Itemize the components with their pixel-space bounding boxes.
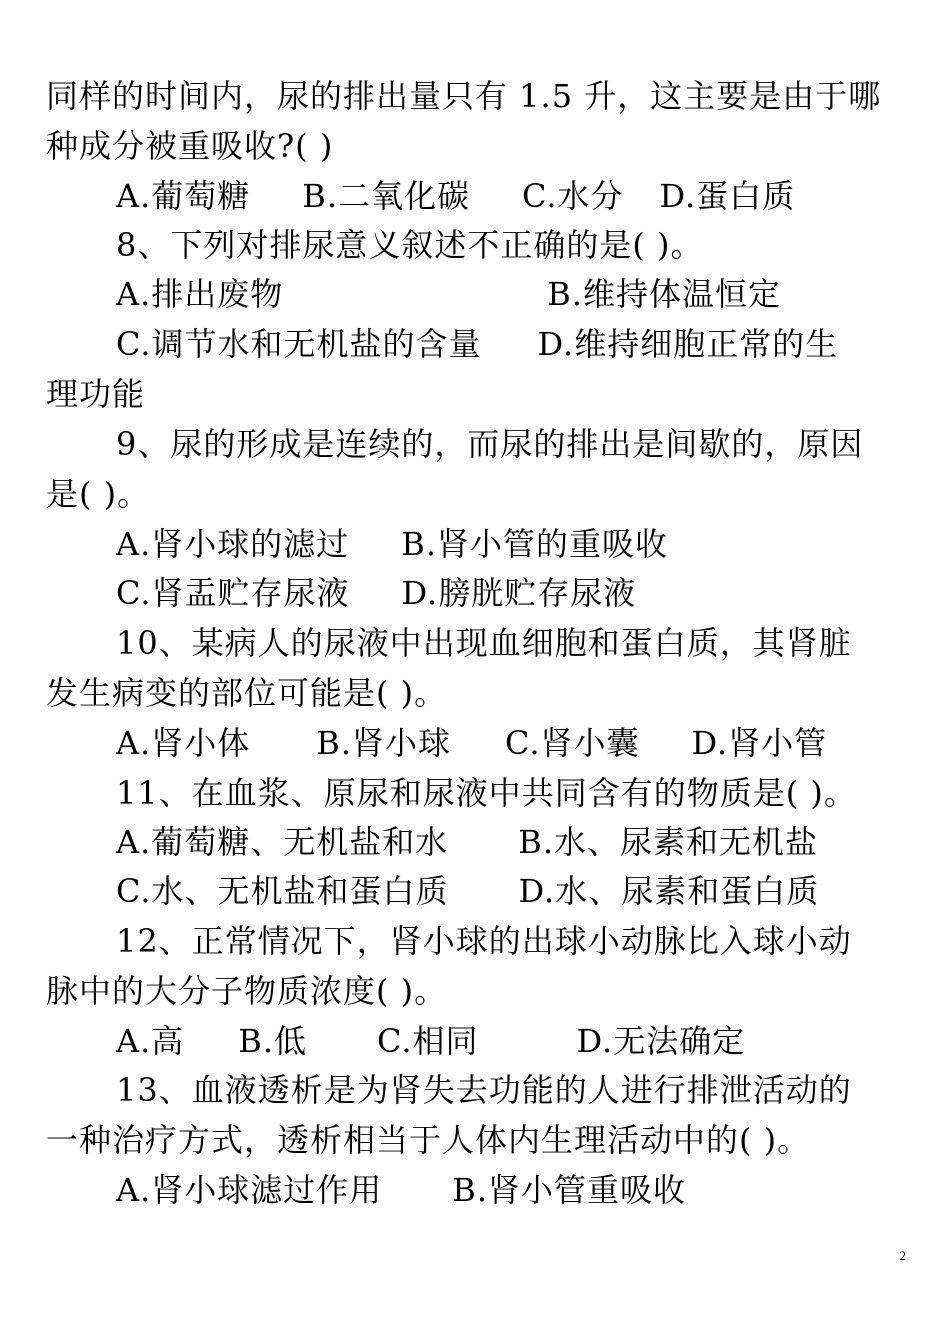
- options-line: [116, 871, 819, 911]
- option-c: C.水分: [522, 177, 624, 215]
- option-a: A.肾小体: [116, 724, 251, 762]
- text-line: 种成分被重吸收?( ): [46, 127, 334, 165]
- option-c: C.相同: [377, 1022, 479, 1060]
- option-b: B.肾小管的重吸收: [401, 525, 668, 563]
- options-line: [116, 524, 668, 564]
- text-line: 同样的时间内，尿的排出量只有 1.5 升，这主要是由于哪: [46, 77, 882, 115]
- text-line: 是( )。: [46, 475, 151, 513]
- question-8: 8、下列对排尿意义叙述不正确的是( )。: [116, 226, 704, 264]
- option-b: B.肾小管重吸收: [452, 1171, 686, 1209]
- options-line: [116, 274, 781, 314]
- option-c: C.水、无机盐和蛋白质: [116, 872, 449, 910]
- options-line: [116, 822, 818, 862]
- option-d: D.水、尿素和蛋白质: [518, 872, 820, 910]
- option-b: B.低: [238, 1022, 307, 1060]
- option-b: B.二氧化碳: [302, 177, 470, 215]
- option-c: C.调节水和无机盐的含量: [116, 325, 482, 363]
- question-10: 10、某病人的尿液中出现血细胞和蛋白质，其肾脏: [116, 624, 852, 662]
- options-line: [116, 1170, 686, 1210]
- option-c: C.肾小囊: [505, 724, 640, 762]
- option-c: C.肾盂贮存尿液: [116, 574, 350, 612]
- option-a: A.肾小球的滤过: [116, 525, 350, 563]
- option-b: B.肾小球: [316, 724, 451, 762]
- option-a: A.高: [116, 1022, 185, 1060]
- option-a: A.排出废物: [116, 275, 284, 313]
- option-d: D.肾小管: [691, 724, 828, 762]
- text-line: 理功能: [46, 375, 146, 413]
- option-d: D.蛋白质: [659, 177, 796, 215]
- question-9: 9、尿的形成是连续的，而尿的排出是间歇的，原因: [116, 425, 864, 463]
- options-line: [116, 324, 838, 364]
- option-b: B.维持体温恒定: [547, 275, 781, 313]
- option-d: D.膀胱贮存尿液: [401, 574, 637, 612]
- question-11: 11、在血浆、原尿和尿液中共同含有的物质是( )。: [116, 774, 857, 812]
- options-line: [116, 176, 795, 216]
- option-a: A.葡萄糖: [116, 177, 251, 215]
- text-line: 脉中的大分子物质浓度( )。: [46, 972, 448, 1010]
- text-line: 一种治疗方式，透析相当于人体内生理活动中的( )。: [46, 1121, 811, 1159]
- option-d: D.无法确定: [576, 1022, 746, 1060]
- options-line: [116, 723, 827, 763]
- options-line: [116, 573, 636, 613]
- option-b: B.水、尿素和无机盐: [518, 823, 818, 861]
- page-number: 2: [899, 1248, 906, 1263]
- question-12: 12、正常情况下，肾小球的出球小动脉比入球小动: [116, 922, 852, 960]
- option-a: A.肾小球滤过作用: [116, 1171, 383, 1209]
- text-line: 发生病变的部位可能是( )。: [46, 674, 448, 712]
- option-d: D.维持细胞正常的生: [537, 325, 839, 363]
- options-line: [116, 1021, 745, 1061]
- question-13: 13、血液透析是为肾失去功能的人进行排泄活动的: [116, 1071, 852, 1109]
- option-a: A.葡萄糖、无机盐和水: [116, 823, 449, 861]
